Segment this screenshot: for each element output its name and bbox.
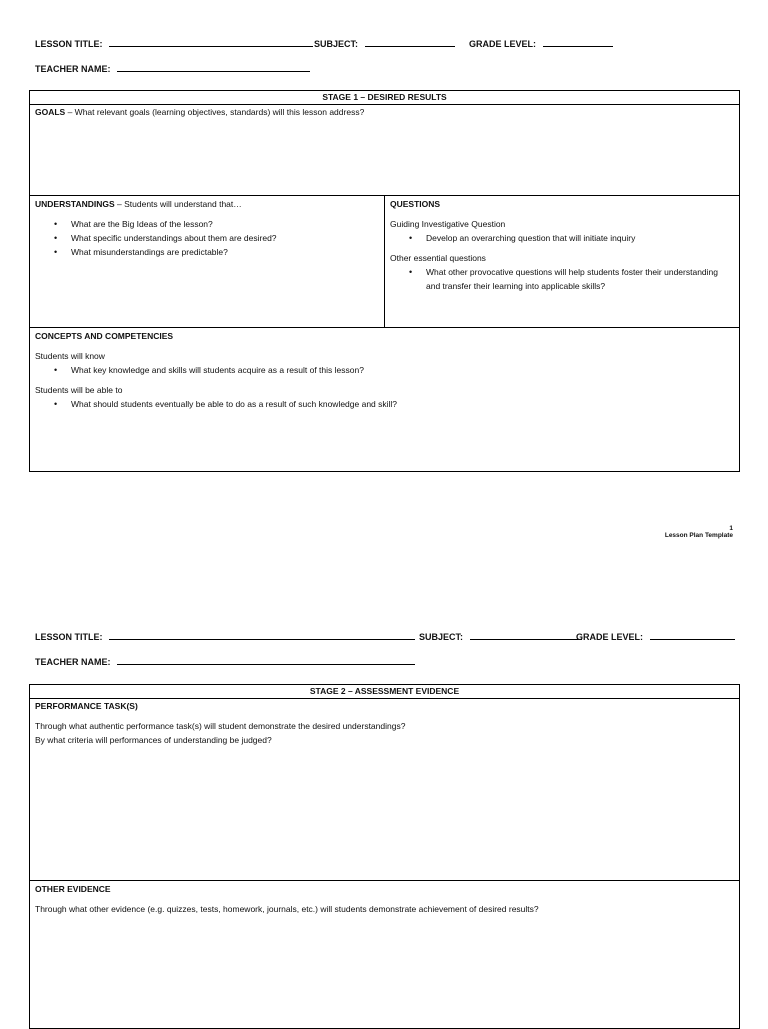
page-footer (665, 525, 733, 539)
subject-field[interactable] (419, 630, 582, 642)
questions-heading: QUESTIONS (390, 199, 441, 209)
questions-cell[interactable] (385, 196, 739, 328)
understandings-heading: UNDERSTANDINGS (35, 199, 115, 209)
list-item: • Develop an overarching question that will initiate inquiry (426, 231, 734, 245)
subject-label: SUBJECT: (314, 39, 359, 49)
performance-task-heading: PERFORMANCE TASK(S) (35, 701, 138, 711)
goals-cell[interactable] (30, 104, 739, 196)
concepts-cell[interactable] (30, 328, 739, 471)
teacher-name-blank[interactable] (117, 62, 310, 72)
lesson-title-blank[interactable] (109, 630, 415, 640)
other-questions-label: Other essential questions (390, 253, 486, 263)
know-label: Students will know (35, 351, 105, 361)
grade-level-field[interactable] (469, 37, 613, 49)
subject-blank[interactable] (365, 37, 455, 47)
understandings-cell[interactable] (30, 196, 385, 328)
lesson-title-field[interactable] (35, 37, 313, 49)
performance-line-2: By what criteria will performances of understanding be judged? (35, 735, 272, 745)
list-item: • What other provocative questions will help students foster their understanding and transfer their learning into applicable skills? (426, 265, 734, 293)
understandings-list (35, 217, 379, 259)
grade-level-blank[interactable] (543, 37, 613, 47)
grade-level-label: GRADE LEVEL: (469, 39, 537, 49)
template-name: Lesson Plan Template (664, 532, 733, 539)
goals-heading: GOALS (35, 107, 66, 117)
list-item: • What are the Big Ideas of the lesson? (71, 217, 379, 231)
teacher-name-label: TEACHER NAME: (35, 64, 111, 74)
teacher-name-field[interactable] (35, 655, 415, 667)
list-item: • What key knowledge and skills will students acquire as a result of this lesson? (71, 363, 734, 377)
lesson-title-blank[interactable] (109, 37, 313, 47)
performance-line-1: Through what authentic performance task(s) will student demonstrate the desired understandings? (35, 721, 406, 731)
able-label: Students will be able to (35, 385, 123, 395)
subject-field[interactable] (314, 37, 455, 49)
subject-blank[interactable] (470, 630, 582, 640)
subject-label: SUBJECT: (419, 632, 464, 642)
grade-level-field[interactable] (576, 630, 735, 642)
stage-1-table (29, 90, 740, 472)
lesson-title-label: LESSON TITLE: (35, 39, 103, 49)
goals-prompt: – What relevant goals (learning objectives, standards) will this lesson address? (65, 107, 365, 117)
lesson-title-field[interactable] (35, 630, 415, 642)
other-evidence-line: Through what other evidence (e.g. quizzes, tests, homework, journals, etc.) will students demonstrate achievement of desired results? (35, 904, 539, 914)
page-number: 1 (729, 525, 733, 532)
stage-1-title: STAGE 1 – DESIRED RESULTS (30, 91, 739, 105)
guiding-question-label: Guiding Investigative Question (390, 219, 506, 229)
teacher-name-label: TEACHER NAME: (35, 657, 111, 667)
understandings-intro: – Students will understand that… (114, 199, 242, 209)
grade-level-blank[interactable] (650, 630, 735, 640)
teacher-name-blank[interactable] (117, 655, 415, 665)
grade-level-label: GRADE LEVEL: (576, 632, 644, 642)
other-evidence-cell[interactable] (30, 881, 739, 1028)
stage-2-table (29, 684, 740, 1029)
list-item: • What should students eventually be able to do as a result of such knowledge and skill? (71, 397, 734, 411)
concepts-heading: CONCEPTS AND COMPETENCIES (35, 331, 174, 341)
lesson-title-label: LESSON TITLE: (35, 632, 103, 642)
other-evidence-heading: OTHER EVIDENCE (35, 884, 111, 894)
teacher-name-field[interactable] (35, 62, 310, 74)
list-item: • What misunderstandings are predictable? (71, 245, 379, 259)
list-item: • What specific understandings about them are desired? (71, 231, 379, 245)
performance-task-cell[interactable] (30, 698, 739, 881)
stage-2-title: STAGE 2 – ASSESSMENT EVIDENCE (30, 685, 739, 699)
